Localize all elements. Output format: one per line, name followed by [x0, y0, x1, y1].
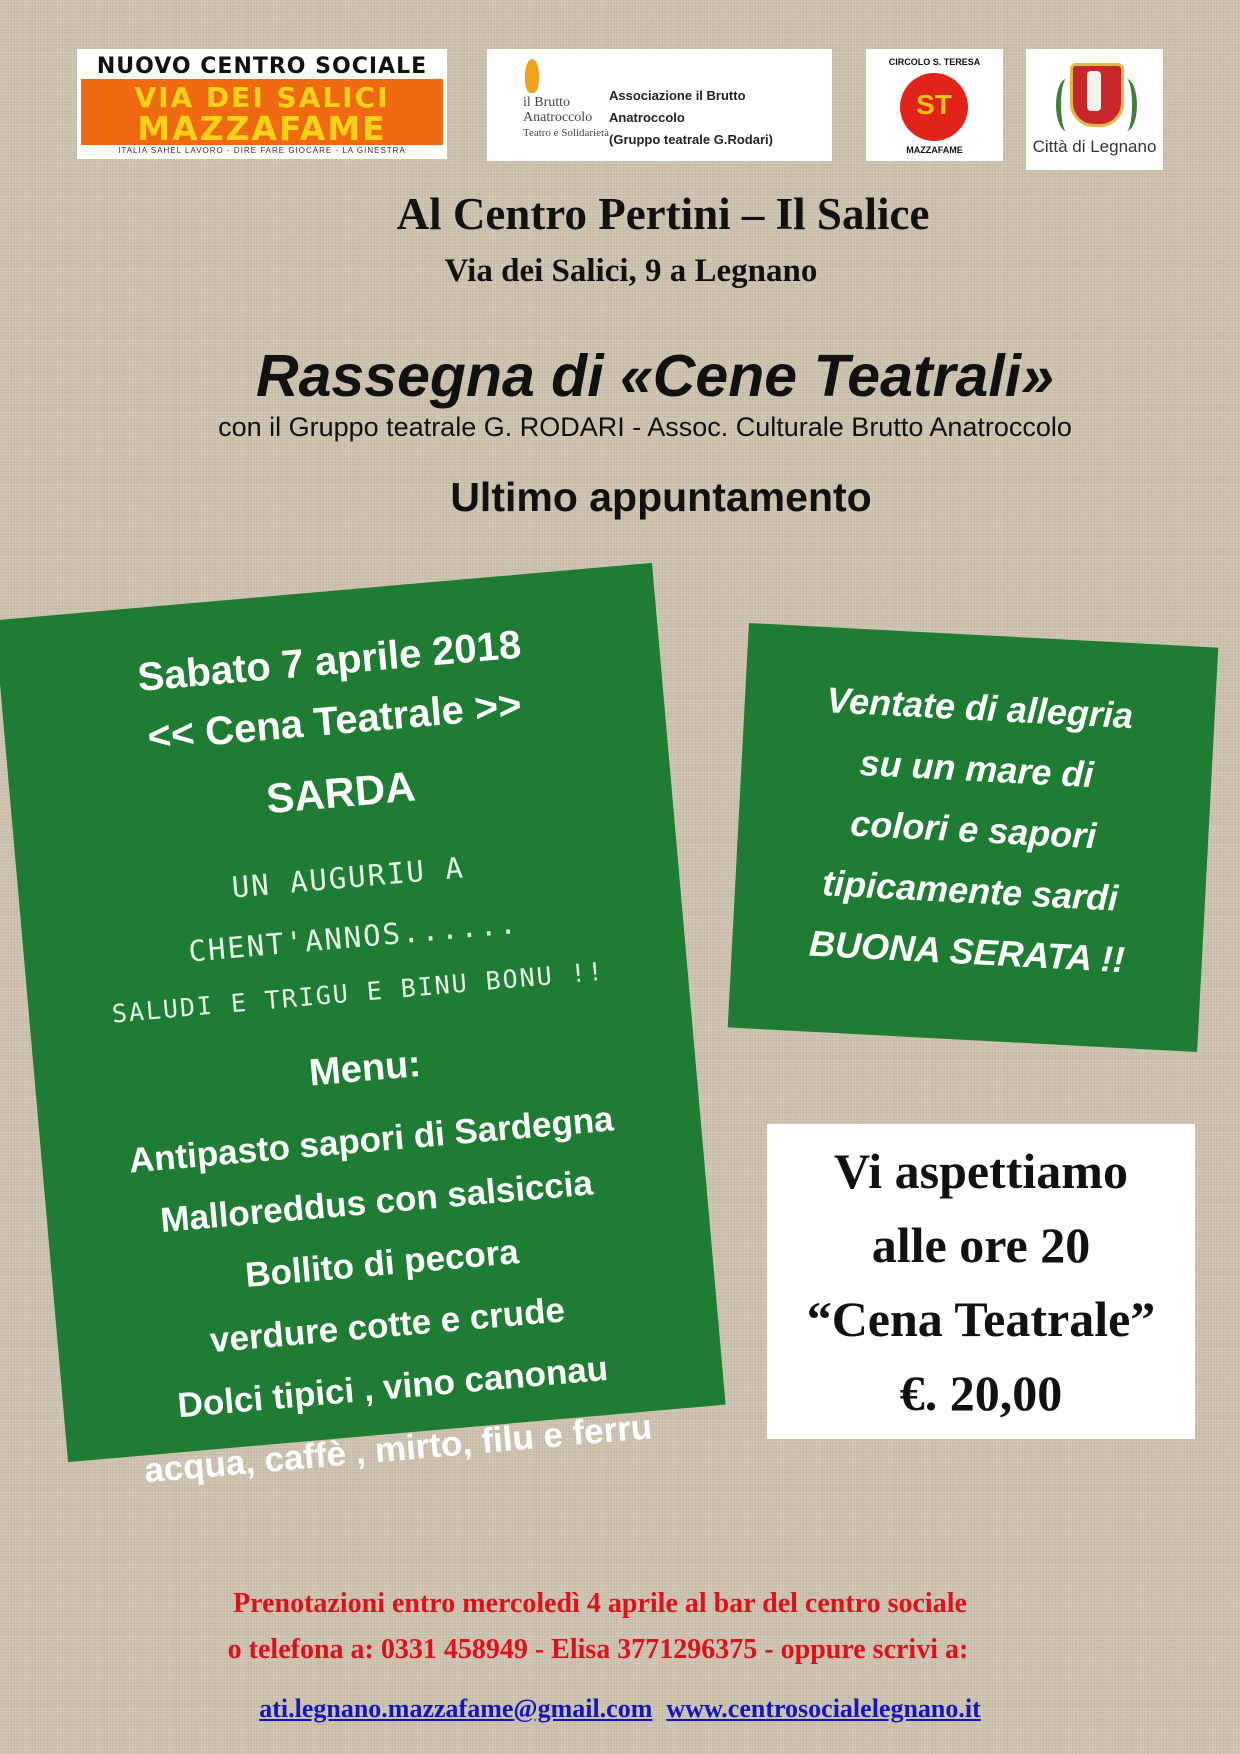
event-panel: [0, 563, 726, 1491]
price: €. 20,00: [899, 1365, 1063, 1421]
greeting-line-2: CHENT'ANNOS......: [187, 905, 520, 969]
logo-mark-subtitle: Teatro e Solidarietà: [523, 127, 609, 139]
menu-item: Antipasto sapori di Sardegna: [127, 1099, 616, 1181]
logo-text-line-1: Associazione il Brutto: [609, 88, 746, 103]
event-theme: SARDA: [264, 762, 418, 823]
brutto-anatroccolo-logo: [487, 49, 832, 161]
page-title: Rassegna di «Cene Teatrali»: [256, 343, 1054, 409]
comune-legnano-logo: [1026, 49, 1163, 170]
logo-association-text: [609, 85, 773, 151]
tagline-line: colori e sapori: [849, 802, 1098, 857]
knight-figure-icon: [1087, 71, 1101, 111]
info-line: “Cena Teatrale”: [806, 1291, 1156, 1347]
tagline-line: su un mare di: [858, 741, 1095, 796]
info-box: [767, 1124, 1195, 1439]
menu-item: Dolci tipici , vino canonau: [176, 1348, 610, 1426]
booking-line-2: o telefona a: 0331 458949 - Elisa 3771296375 - oppure scrivi a:: [227, 1634, 969, 1665]
logo-line-2: VIA DEI SALICI: [134, 81, 390, 114]
announcement: Ultimo appuntamento: [450, 474, 872, 520]
tagline-line: tipicamente sardi: [821, 862, 1120, 919]
circolo-initials: ST: [916, 89, 952, 120]
contact-links: [0, 1694, 1240, 1724]
event-date: Sabato 7 aprile 2018: [135, 622, 523, 701]
flame-icon: [525, 59, 539, 93]
venue-name: Al Centro Pertini – Il Salice: [396, 189, 930, 239]
menu-item: Bollito di pecora: [243, 1232, 521, 1295]
logo-tagline: ITALIA SAHEL LAVORO - DIRE FARE GIOCARE - LA GINESTRA: [118, 146, 406, 155]
circolo-s-teresa-logo: [866, 49, 1003, 161]
menu-item: verdure cotte e crude: [208, 1290, 567, 1361]
tagline-panel: [728, 623, 1219, 1052]
centro-sociale-logo: [77, 49, 447, 159]
menu-list: [40, 1081, 730, 1509]
tagline-line: Ventate di allegria: [825, 679, 1135, 737]
logo-mark-name: il Brutto Anatroccolo: [523, 95, 593, 125]
subtitle: con il Gruppo teatrale G. RODARI - Assoc. Culturale Brutto Anatroccolo: [218, 412, 1072, 442]
info-line: alle ore 20: [871, 1217, 1091, 1273]
circolo-bottom-text: MAZZAFAME: [906, 145, 963, 155]
logo-line-3: MAZZAFAME: [137, 109, 387, 148]
email-link[interactable]: ati.legnano.mazzafame@gmail.com: [259, 1694, 653, 1723]
circolo-top-text: CIRCOLO S. TERESA: [888, 57, 981, 67]
info-line: Vi aspettiamo: [834, 1143, 1128, 1199]
menu-title: Menu:: [307, 1042, 423, 1095]
menu-item: Malloreddus con salsiccia: [158, 1163, 595, 1241]
logo-text-line-3: (Gruppo teatrale G.Rodari): [609, 132, 773, 147]
booking-line-1: Prenotazioni entro mercoledì 4 aprile al bar del centro sociale: [233, 1588, 967, 1619]
comune-caption: Città di Legnano: [1032, 137, 1157, 156]
menu-item: acqua, caffè , mirto, filu e ferru: [142, 1407, 654, 1491]
logo-line-1: NUOVO CENTRO SOCIALE: [96, 54, 428, 79]
event-name: << Cena Teatrale >>: [145, 682, 524, 760]
website-link[interactable]: www.centrosocialelegnano.it: [666, 1694, 981, 1723]
tagline-line: BUONA SERATA !!: [808, 922, 1126, 981]
greeting-line-1: UN AUGURIU A: [230, 850, 466, 905]
venue-address: Via dei Salici, 9 a Legnano: [444, 253, 818, 289]
greeting-line-3: SALUDI E TRIGU E BINU BONU !!: [110, 956, 606, 1029]
logo-text-line-2: Anatroccolo: [609, 110, 685, 125]
